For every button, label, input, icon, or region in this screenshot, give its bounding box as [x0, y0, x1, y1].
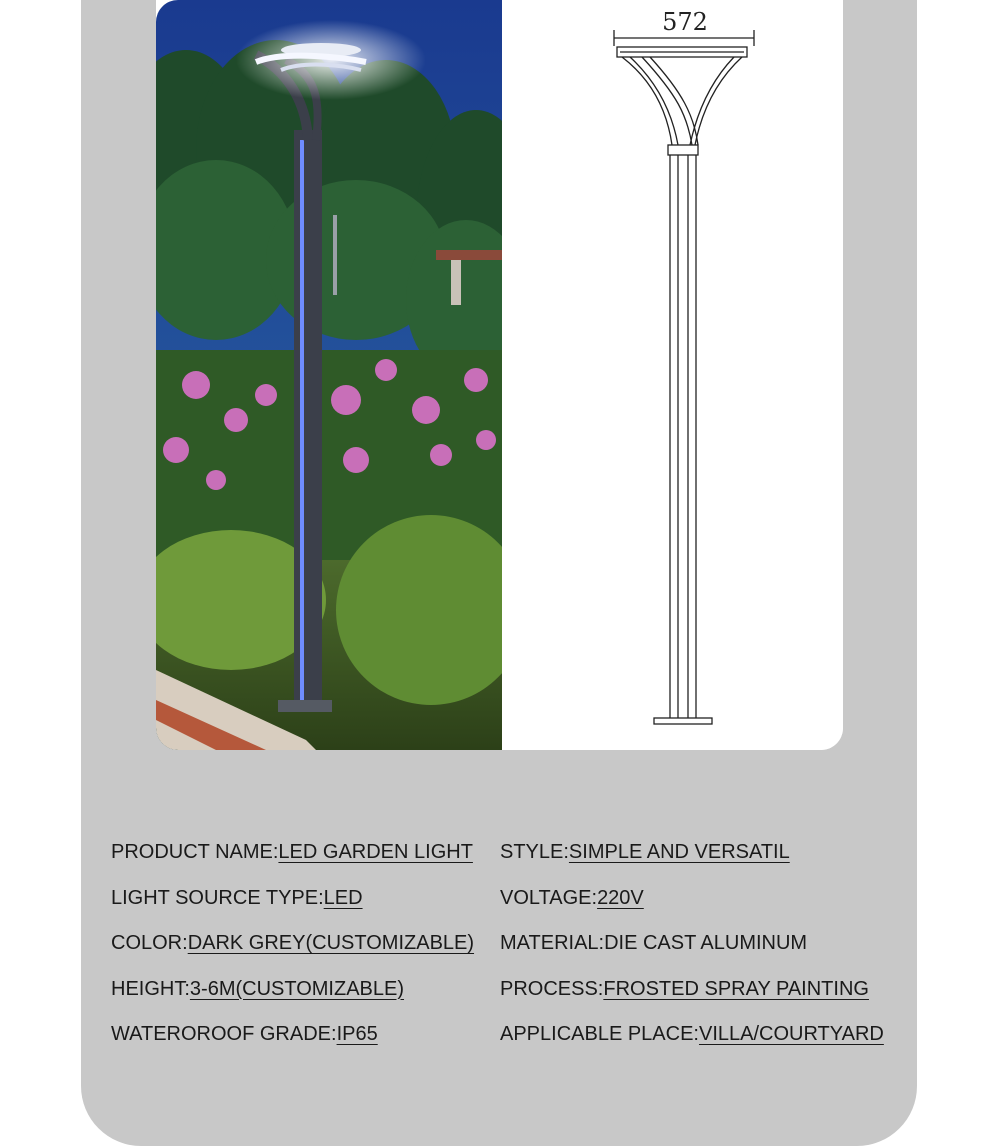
spec-label: LIGHT SOURCE TYPE: [111, 886, 324, 909]
spec-label: PROCESS: [500, 977, 604, 1000]
spec-label: HEIGHT: [111, 977, 190, 1000]
garden-scene-illustration [156, 0, 502, 750]
width-dimension-label: 572 [662, 8, 708, 36]
spec-value: LED [323, 886, 363, 909]
spec-label: MATERIAL: [500, 932, 605, 954]
spec-row [111, 929, 474, 975]
spec-value: DIE CAST ALUMINUM [604, 932, 808, 954]
spec-row [500, 884, 884, 930]
spec-row [500, 1020, 884, 1066]
spec-row [500, 838, 884, 884]
spec-value: IP65 [336, 1023, 378, 1045]
spec-value: DARK GREY(CUSTOMIZABLE) [187, 932, 475, 954]
spec-row [111, 975, 474, 1021]
spec-row [111, 884, 474, 930]
spec-label: WATEROROOF GRADE: [111, 1023, 337, 1045]
spec-row [500, 929, 884, 975]
spec-label: STYLE: [500, 841, 569, 863]
spec-value: SIMPLE AND VERSATIL [568, 841, 790, 863]
lamp-line-drawing [502, 0, 843, 750]
garden-light-photo [156, 0, 502, 750]
spec-row [111, 1020, 474, 1066]
spec-label: VOLTAGE: [500, 886, 598, 909]
spec-value: FROSTED SPRAY PAINTING [603, 977, 869, 1000]
specs-right-column [500, 838, 884, 1066]
specs-left-column [111, 838, 474, 1066]
spec-label: APPLICABLE PLACE: [500, 1023, 699, 1045]
spec-label: COLOR: [111, 932, 188, 954]
spec-value: LED GARDEN LIGHT [278, 841, 473, 863]
product-image-card [156, 0, 843, 750]
spec-value: 3-6M(CUSTOMIZABLE) [189, 977, 405, 1000]
spec-row [500, 975, 884, 1021]
spec-value: 220V [597, 886, 644, 909]
dimension-drawing [502, 0, 843, 750]
spec-row [111, 838, 474, 884]
spec-label: PRODUCT NAME: [111, 841, 279, 863]
spec-value: VILLA/COURTYARD [698, 1023, 884, 1045]
